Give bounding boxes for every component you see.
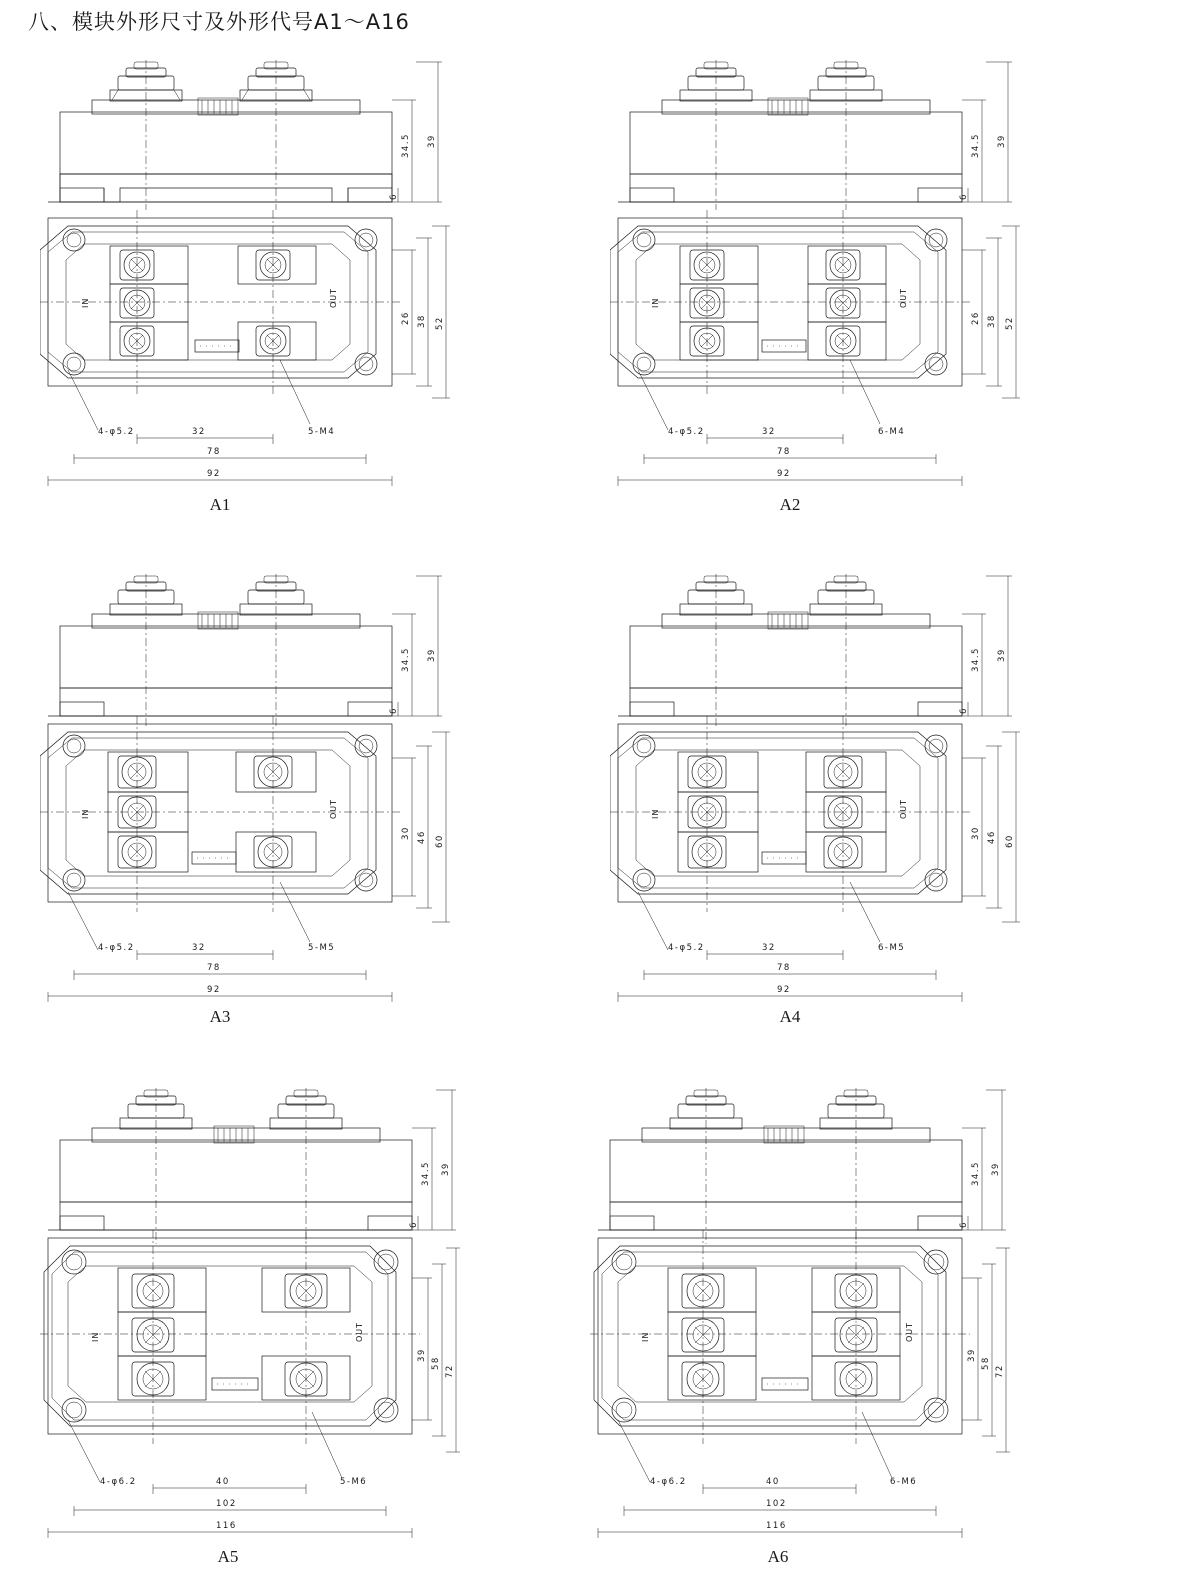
note-screws: 6-M6: [890, 1477, 918, 1487]
page-title: 八、模块外形尺寸及外形代号A1～A16: [28, 10, 410, 34]
dim-h-mid: 78: [777, 963, 791, 973]
figure-a6: [590, 1062, 1010, 1566]
note-screws: 6-M5: [878, 943, 906, 953]
note-holes: 4-φ6.2: [650, 1477, 687, 1487]
dim-top-v2: 38: [417, 314, 427, 328]
dim-h-inner: 40: [216, 1477, 230, 1487]
dim-h-out: 92: [207, 985, 221, 995]
dim-h-out: 116: [216, 1521, 237, 1531]
dim-h-inner: 40: [766, 1477, 780, 1487]
label-in: IN: [651, 297, 660, 308]
dim-h-mid: 78: [207, 963, 221, 973]
label-in: IN: [641, 1331, 650, 1342]
dim-side-h2: 39: [997, 648, 1007, 662]
dim-side-foot: 6: [959, 193, 969, 200]
dim-side-h1: 34.5: [971, 1161, 981, 1186]
figure-a1: [40, 40, 460, 514]
dim-side-h1: 34.5: [401, 647, 411, 672]
dim-side-h2: 39: [991, 1162, 1001, 1176]
dim-h-out: 92: [207, 469, 221, 479]
dim-h-inner: 32: [192, 427, 206, 437]
dim-side-foot: 6: [959, 1221, 969, 1228]
figure-label-a6: A6: [767, 1547, 789, 1566]
dim-top-v2: 46: [417, 830, 427, 844]
label-in: IN: [81, 808, 90, 819]
dim-side-h2: 39: [997, 134, 1007, 148]
dim-h-out: 92: [777, 985, 791, 995]
note-holes: 4-φ6.2: [100, 1477, 137, 1487]
dim-top-v1: 26: [401, 311, 411, 325]
dim-top-v3: 52: [435, 316, 445, 330]
dim-top-v1: 30: [401, 826, 411, 840]
figure-label-a3: A3: [209, 1007, 231, 1026]
label-out: OUT: [355, 1321, 364, 1342]
note-screws: 6-M4: [878, 427, 906, 437]
dim-h-mid: 78: [207, 447, 221, 457]
dim-side-h1: 34.5: [971, 133, 981, 158]
dim-h-out: 92: [777, 469, 791, 479]
dim-top-v3: 52: [1005, 316, 1015, 330]
note-holes: 4-φ5.2: [668, 943, 705, 953]
figure-label-a1: A1: [209, 495, 231, 514]
dim-top-v2: 38: [987, 314, 997, 328]
dim-side-foot: 6: [389, 193, 399, 200]
figure-label-a2: A2: [779, 495, 801, 514]
dim-h-mid: 102: [766, 1499, 787, 1509]
dim-top-v3: 72: [995, 1364, 1005, 1378]
label-out: OUT: [899, 287, 908, 308]
dim-top-v3: 60: [435, 834, 445, 848]
label-in: IN: [91, 1331, 100, 1342]
dim-top-v2: 58: [981, 1356, 991, 1370]
note-screws: 5-M6: [340, 1477, 368, 1487]
dim-top-v2: 46: [987, 830, 997, 844]
label-out: OUT: [329, 287, 338, 308]
label-out: OUT: [329, 798, 338, 819]
label-in: IN: [651, 808, 660, 819]
dim-side-h2: 39: [427, 134, 437, 148]
dim-top-v1: 30: [971, 826, 981, 840]
dim-side-foot: 6: [959, 707, 969, 714]
figure-label-a5: A5: [217, 1547, 239, 1566]
figure-a2: [610, 40, 1030, 514]
figure-a4: [610, 552, 1030, 1026]
dim-side-h1: 34.5: [971, 647, 981, 672]
dim-h-out: 116: [766, 1521, 787, 1531]
note-holes: 4-φ5.2: [98, 943, 135, 953]
dim-side-foot: 6: [389, 707, 399, 714]
dim-side-h2: 39: [427, 648, 437, 662]
label-in: IN: [81, 297, 90, 308]
note-screws: 5-M5: [308, 943, 336, 953]
dim-top-v3: 60: [1005, 834, 1015, 848]
label-out: OUT: [905, 1321, 914, 1342]
dim-h-inner: 32: [192, 943, 206, 953]
dim-side-foot: 6: [409, 1221, 419, 1228]
dim-top-v1: 26: [971, 311, 981, 325]
dim-top-v1: 39: [967, 1348, 977, 1362]
figure-label-a4: A4: [779, 1007, 801, 1026]
dim-top-v1: 39: [417, 1348, 427, 1362]
dim-h-mid: 78: [777, 447, 791, 457]
note-holes: 4-φ5.2: [668, 427, 705, 437]
figure-a5: [40, 1062, 460, 1566]
dim-top-v2: 58: [431, 1356, 441, 1370]
dim-h-inner: 32: [762, 943, 776, 953]
dim-side-h1: 34.5: [401, 133, 411, 158]
label-out: OUT: [899, 798, 908, 819]
dim-side-h1: 34.5: [421, 1161, 431, 1186]
dim-side-h2: 39: [441, 1162, 451, 1176]
note-screws: 5-M4: [308, 427, 336, 437]
dim-h-mid: 102: [216, 1499, 237, 1509]
note-holes: 4-φ5.2: [98, 427, 135, 437]
dim-top-v3: 72: [445, 1364, 455, 1378]
dim-h-inner: 32: [762, 427, 776, 437]
figure-a3: [40, 552, 460, 1026]
